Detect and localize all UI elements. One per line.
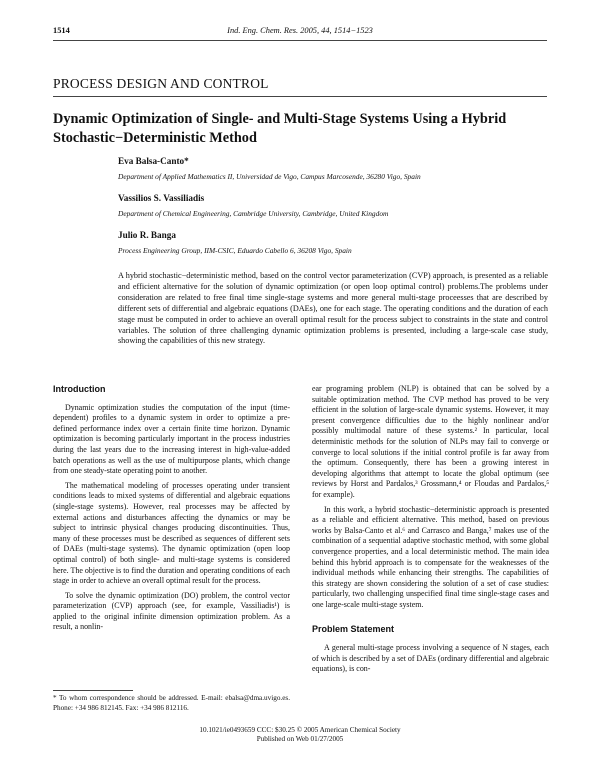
abstract: A hybrid stochastic−deterministic method, based on the control vector parameterization (CVP) approach, is presented as a reliable and efficient alternative for the solution of dynamic optimization (or open loop optimal control) problems.The problems under consideration are related to free final time single-stage systems and more general multi-stage proceesses that are described by different sets of differential and algebraic equations (DAEs), one for each stage. The operating conditions and the duration of each stage must be computed in order to achieve an overall optimal result for the process subject to constraints in the state and control variables. The solution of three challenging dynamic optimization problems is presented, including a large-scale case study, showing the capabilities of this new strategy.	[118, 271, 548, 346]
footnote-rule	[53, 690, 133, 691]
section-rule	[53, 96, 547, 97]
body-paragraph: A general multi-stage process involving a sequence of N stages, each of which is described by a set of DAEs (ordinary differential and algebraic equations), is con-	[312, 643, 550, 674]
right-column	[312, 384, 549, 679]
page-header	[53, 26, 547, 38]
body-paragraph: To solve the dynamic optimization (DO) problem, the control vector parameterization (CVP) approach (see, for example, Vassiliadis¹) is applied to the original infinite dimension optimization problem. As a result, a nonlin-	[53, 590, 290, 632]
body-paragraph: In this work, a hybrid stochastic−deterministic approach is presented as a reliable and efficient alternative. This method, based on previous works by Balsa-Canto et al.⁶ and Carrasco and Banga,⁷ makes use of the combination of a sequential adaptive stochastic method, with some global convergence properties, and a local deterministic method. The main idea behind this hybrid approach is to compensate for the weaknesses of the individual methods while enhancing their strengths. The capabilities of this strategy are shown considering the solution of a set of case studies: particularly, two challenging unspecified final time single-stage cases and one large-scale multi-stage system.	[312, 504, 549, 609]
page-footer	[0, 726, 600, 745]
journal-reference	[53, 26, 547, 35]
header-rule	[53, 40, 547, 41]
doi-copyright-line: 10.1021/ie0493659 CCC: $30.25 © 2005 American Chemical Society	[199, 726, 401, 734]
body-paragraph: The mathematical modeling of processes operating under transient conditions leads to mixed systems of differential and algebraic equations (single-stage systems). However, real processes may be affected by external actions and disturbances affecting the dynamics or may be subject to intrinsic physical changes producing discontinuities. Thus, many of these processes must be described as sequences of different sets of DAEs (multi-stage systems). The dynamic optimization (open loop optimal control) of both single- and multi-stage systems is considered here. The objective is to find the duration and operating conditions of each stage in order to achieve an overall optimal result for the process.	[53, 480, 290, 586]
author-affiliation: Process Engineering Group, IIM-CSIC, Eduardo Cabello 6, 36208 Vigo, Spain	[118, 246, 352, 255]
body-paragraph: Dynamic optimization studies the computation of the input (time-dependent) profiles to a dynamic system in order to optimize a pre-defined performance index over a certain finite time horizon. Dynamic optimization is becoming particularly important in the process industries during the last years due to the increasing interest in high-value-added batch operations as well as the use of multipurpose plants, which change from one steady-state operating point to another.	[53, 402, 290, 476]
author-name: Vassilios S. Vassiliadis	[118, 193, 205, 203]
article-title: Dynamic Optimization of Single- and Multi-Stage Systems Using a Hybrid Stochastic−Deterministic Method	[53, 111, 507, 146]
body-paragraph: ear programing problem (NLP) is obtained that can be solved by a suitable optimization method. The CVP method has proved to be very efficient in the solution of large-scale dynamic systems. However, it may present convergence difficulties due to the highly nonlinear and/or possibly multimodal nature of these systems.² In particular, local deterministic methods for the solution of NLPs may fail to converge or converge to local solutions if the initial control profile is far away from the optimum. Consequently, there has been a growing interest in developing algorithms that attempt to locate the global optimum (see reviews by Horst and Pardalos,³ Grossmann,⁴ or Floudas and Pardalos,⁵ for example).	[312, 384, 549, 499]
left-column	[53, 384, 290, 637]
section-banner: PROCESS DESIGN AND CONTROL	[53, 76, 269, 91]
author-affiliation: Department of Applied Mathematics II, Universidad de Vigo, Campus Marcosende, 36280 Vigo, Spain	[118, 172, 421, 181]
correspondence-footnote: * To whom correspondence should be addressed. E-mail: ebalsa@dma.uvigo.es. Phone: +34 986 812145. Fax: +34 986 812116.	[53, 694, 290, 712]
section-heading-problem-statement: Problem Statement	[312, 624, 395, 635]
author-affiliation: Department of Chemical Engineering, Cambridge University, Cambridge, United Kingdom	[118, 209, 389, 218]
journal-reference-text: Ind. Eng. Chem. Res. 2005, 44, 1514−1523	[227, 26, 373, 35]
section-heading-introduction: Introduction	[53, 384, 106, 394]
page-number: 1514	[53, 26, 70, 35]
publication-date-line: Published on Web 01/27/2005	[256, 735, 344, 744]
author-name: Julio R. Banga	[118, 230, 176, 240]
author-name: Eva Balsa-Canto*	[118, 156, 189, 166]
